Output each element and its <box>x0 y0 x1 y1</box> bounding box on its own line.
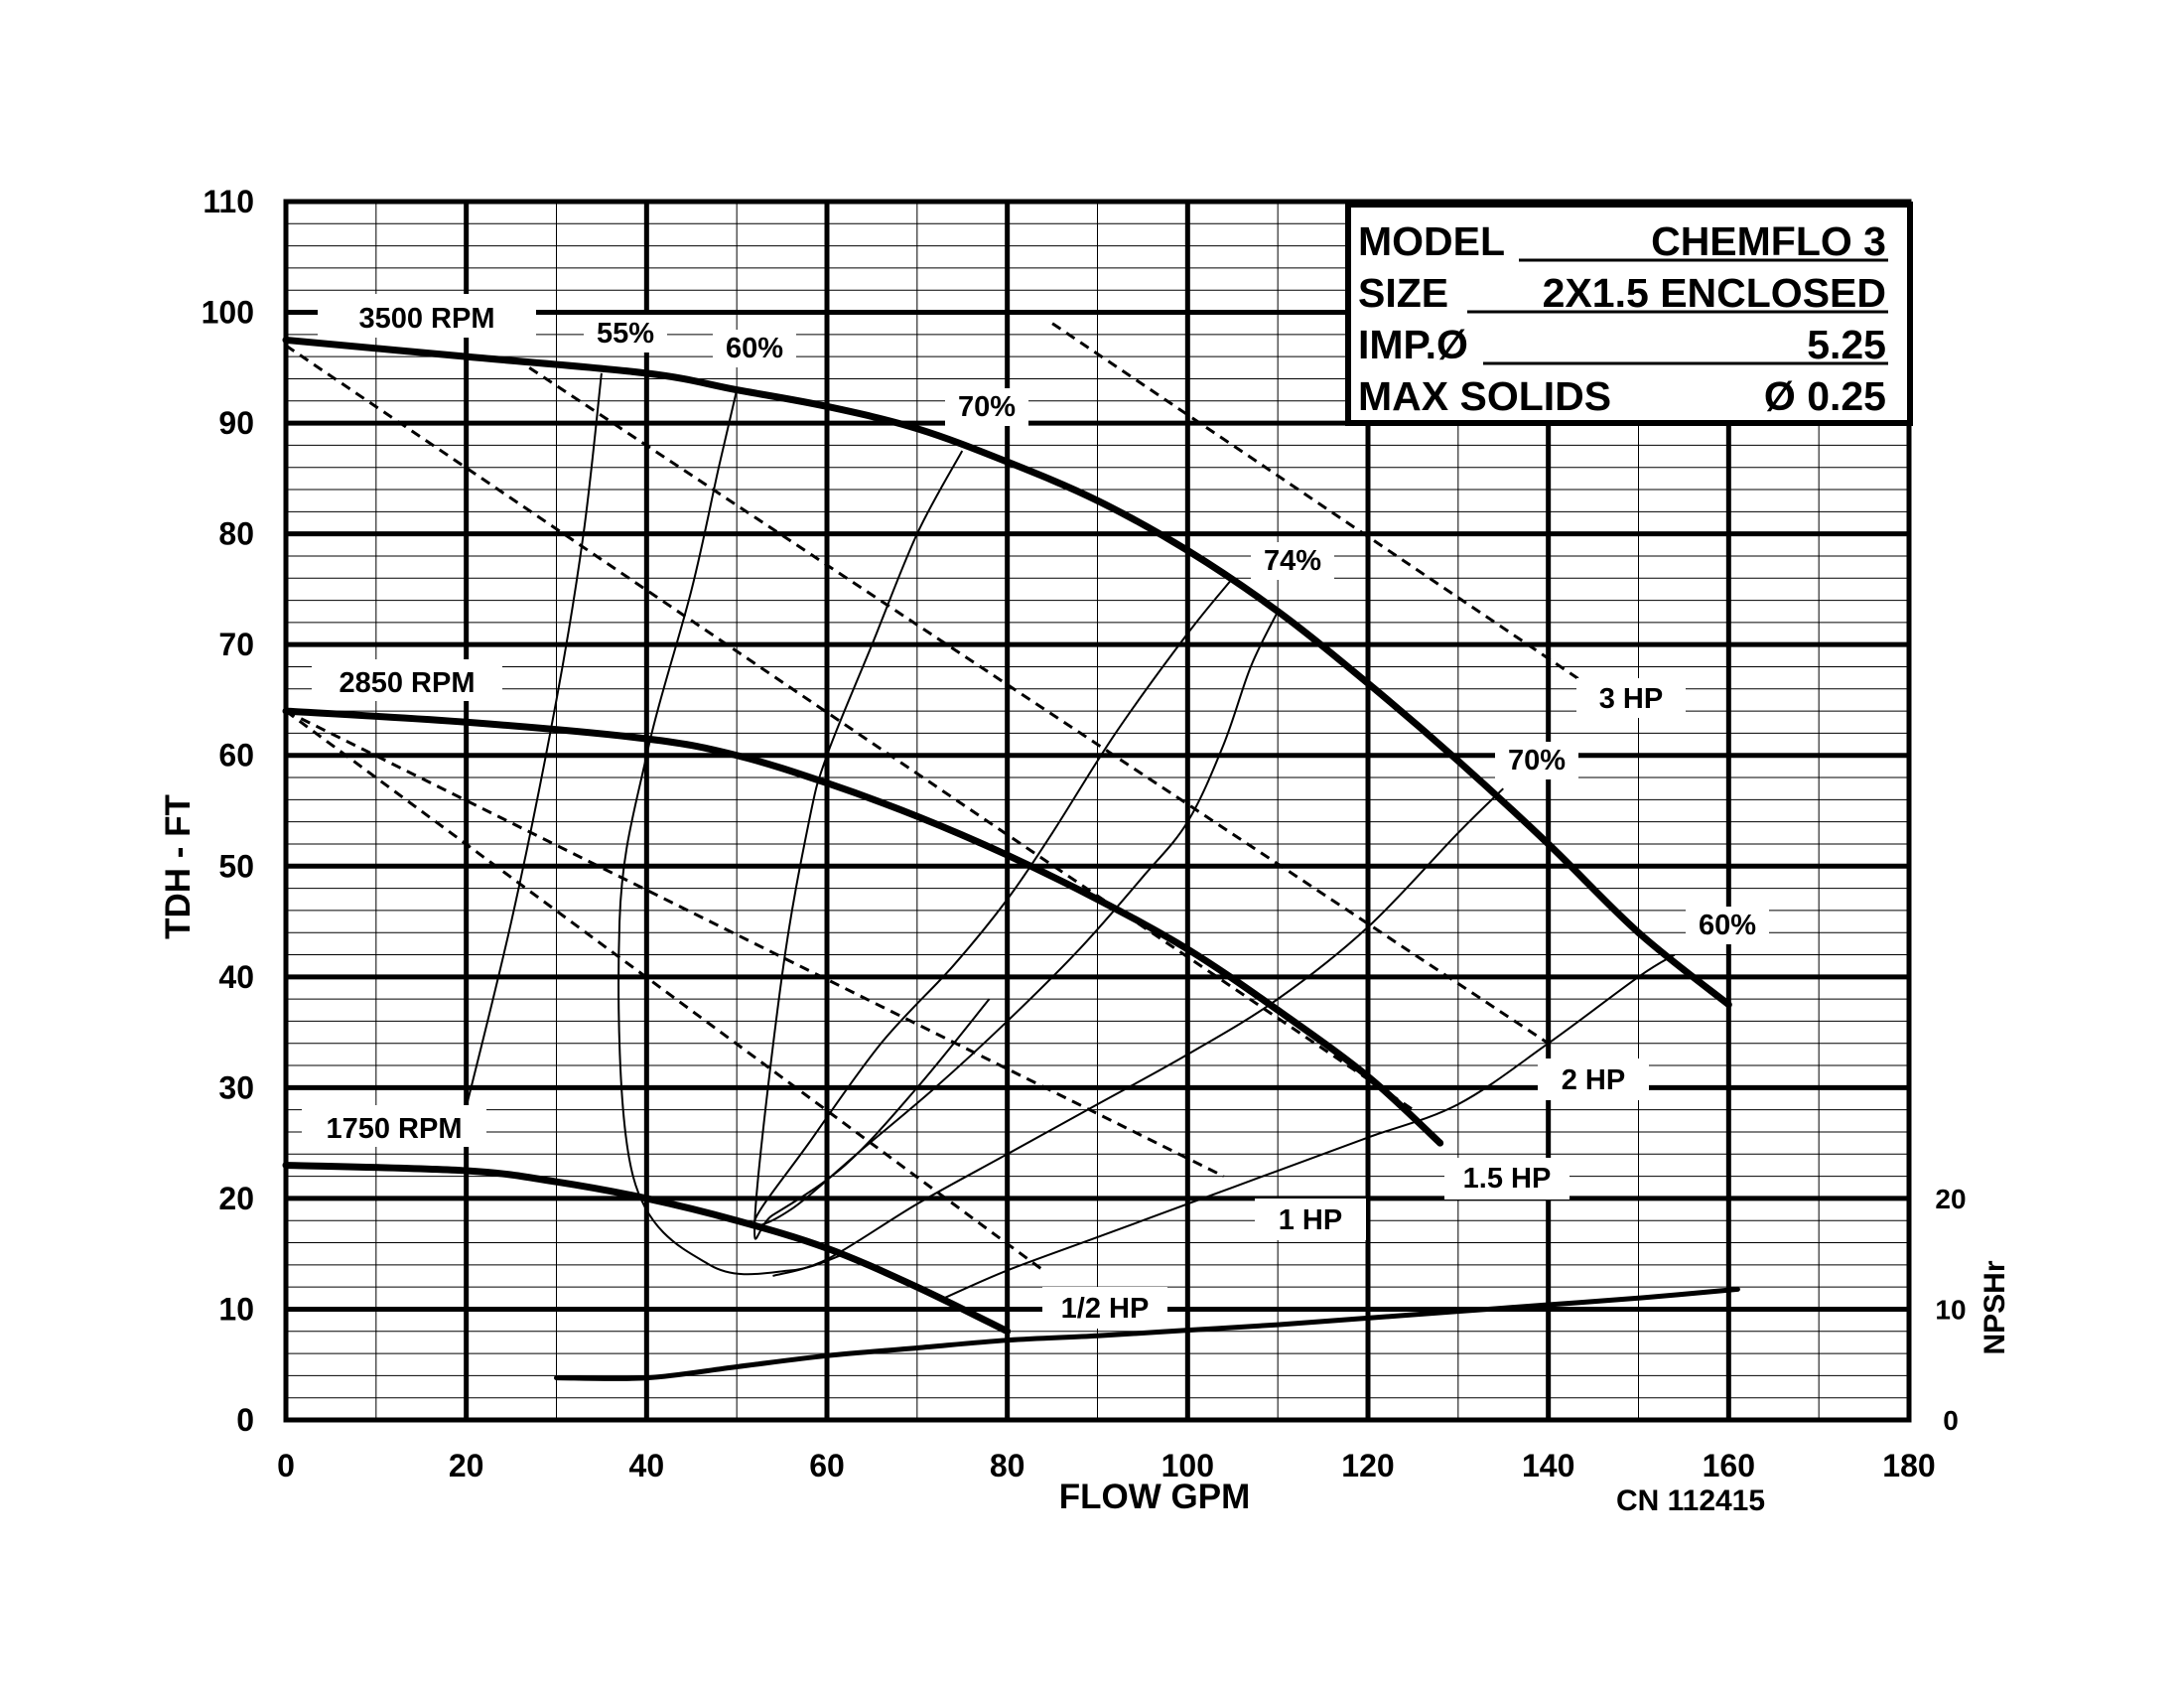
x-axis-title: FLOW GPM <box>1058 1478 1251 1516</box>
impeller-value: 5.25 <box>1807 322 1886 367</box>
y-tick-label: 0 <box>236 1402 254 1438</box>
y-tick-label: 60 <box>218 737 254 774</box>
x-tick-label: 180 <box>1882 1448 1936 1483</box>
label-hp-half: 1/2 HP <box>1060 1293 1150 1325</box>
label-eff-74: 74% <box>1263 545 1322 577</box>
label-eff-55: 55% <box>596 318 655 350</box>
label-eff-70-top: 70% <box>957 391 1017 423</box>
label-hp-3: 3 HP <box>1598 683 1664 715</box>
size-label: SIZE <box>1358 270 1449 316</box>
x-tick-label: 0 <box>277 1448 295 1483</box>
model-label: MODEL <box>1358 218 1506 264</box>
y-tick-label: 110 <box>203 184 254 219</box>
y-tick-label: 100 <box>201 294 254 331</box>
label-hp-1: 1 HP <box>1278 1204 1343 1236</box>
label-eff-60-top: 60% <box>725 333 784 364</box>
y2-tick-label: 20 <box>1935 1183 1967 1214</box>
y-tick-label: 30 <box>218 1069 254 1106</box>
x-tick-label: 100 <box>1160 1448 1215 1483</box>
x-tick-label: 120 <box>1341 1448 1395 1483</box>
x-tick-label: 40 <box>628 1448 665 1483</box>
y-tick-label: 40 <box>218 958 254 995</box>
x-tick-label: 160 <box>1702 1448 1756 1483</box>
y-tick-label: 10 <box>218 1291 254 1328</box>
y-tick-label: 90 <box>218 405 254 442</box>
model-info-box <box>1348 205 1910 423</box>
chart-note: CN 112415 <box>1615 1484 1766 1517</box>
label-1750-rpm: 1750 RPM <box>326 1113 463 1145</box>
x-tick-label: 80 <box>989 1448 1025 1483</box>
impeller-label: IMP.Ø <box>1358 322 1468 367</box>
y2-axis-title: NPSHr <box>1979 1260 2011 1355</box>
x-tick-label: 140 <box>1521 1448 1575 1483</box>
max-solids-label: MAX SOLIDS <box>1358 373 1612 419</box>
max-solids-value: Ø 0.25 <box>1763 373 1886 419</box>
label-eff-70-right: 70% <box>1507 745 1567 776</box>
label-hp-2: 2 HP <box>1561 1064 1626 1096</box>
label-hp-1-5: 1.5 HP <box>1462 1163 1552 1195</box>
x-tick-label: 60 <box>809 1448 845 1483</box>
y2-tick-label: 0 <box>1943 1405 1959 1436</box>
y-tick-label: 20 <box>218 1180 254 1216</box>
model-value: CHEMFLO 3 <box>1651 218 1886 264</box>
label-3500-rpm: 3500 RPM <box>358 303 495 335</box>
y-tick-label: 70 <box>218 627 254 663</box>
x-tick-label: 20 <box>448 1448 484 1483</box>
y2-tick-label: 10 <box>1935 1294 1967 1326</box>
label-eff-60-right: 60% <box>1698 910 1757 941</box>
size-value: 2X1.5 ENCLOSED <box>1542 270 1886 316</box>
y-tick-label: 50 <box>218 848 254 885</box>
label-2850-rpm: 2850 RPM <box>339 667 476 699</box>
y-axis-title: TDH - FT <box>159 794 198 939</box>
y-tick-label: 80 <box>218 515 254 552</box>
